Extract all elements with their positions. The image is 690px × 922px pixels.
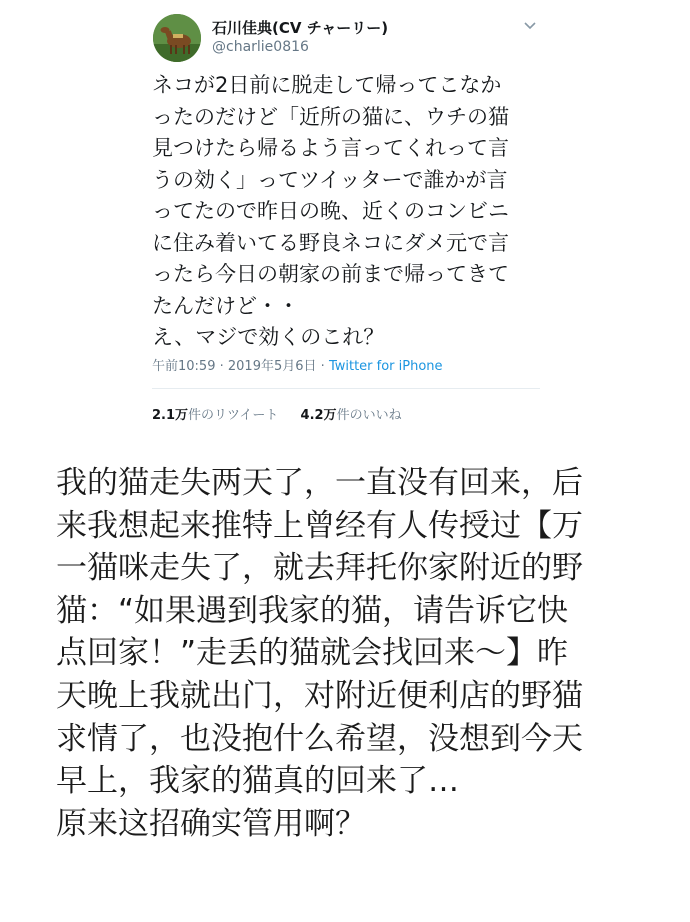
tweet-text-line: ったのだけど「近所の猫に、ウチの猫 xyxy=(152,104,509,129)
translation-text xyxy=(56,462,676,845)
tweet-source-link[interactable]: Twitter for iPhone xyxy=(328,359,443,374)
display-name[interactable]: 石川佳典(CV チャーリー) xyxy=(212,19,389,37)
tweet-date[interactable]: 2019年5月6日 xyxy=(227,359,317,374)
meta-separator: · xyxy=(219,359,224,374)
translation-line: 一猫咪走失了，就去拜托你家附近的野 xyxy=(56,550,583,587)
translation-line: 原来这招确实管用啊？ xyxy=(56,805,366,842)
tweet-time[interactable]: 午前10:59 xyxy=(152,359,216,374)
translation-line: 来我想起来推特上曾经有人传授过【万 xyxy=(56,507,583,544)
translation-line: 天晚上我就出门，对附近便利店的野猫 xyxy=(56,677,583,714)
tweet-card xyxy=(0,0,690,440)
tweet-text-line: ネコが2日前に脱走して帰ってこなか xyxy=(152,73,502,97)
like-label: 件のいいね xyxy=(336,408,402,423)
user-handle[interactable]: @charlie0816 xyxy=(212,39,309,55)
like-stat[interactable] xyxy=(301,408,402,423)
translation-line: 早上，我家的猫真的回来了… xyxy=(56,763,459,800)
translation-line: 我的猫走失两天了，一直没有回来，后 xyxy=(56,465,583,501)
translation-line: 点回家！”走丢的猫就会找回来～】昨 xyxy=(56,635,569,672)
translation-line: 求情了，也没抱什么希望，没想到今天 xyxy=(56,720,583,757)
tweet-text-line: 見つけたら帰るよう言ってくれって言 xyxy=(152,136,509,160)
horse-photo-avatar-icon xyxy=(153,14,201,62)
divider xyxy=(152,388,540,389)
tweet-text-line: え、マジで効くのこれ？ xyxy=(152,325,385,349)
retweet-label: 件のリツイート xyxy=(188,408,279,423)
tweet-text xyxy=(152,70,552,354)
tweet-text-line: ったら今日の朝家の前まで帰ってきて xyxy=(152,262,509,286)
tweet-text-line: ってたので昨日の晩、近くのコンビニ xyxy=(152,199,509,223)
translation-line: 猫：“如果遇到我家的猫，请告诉它快 xyxy=(56,592,569,629)
chevron-down-icon[interactable] xyxy=(520,16,540,36)
retweet-count: 2.1万 xyxy=(152,408,189,423)
avatar[interactable] xyxy=(153,14,201,62)
tweet-text-line: うの効く」ってツイッターで誰かが言 xyxy=(152,167,508,192)
like-count: 4.2万 xyxy=(300,408,337,423)
tweet-metadata xyxy=(152,355,443,374)
tweet-stats xyxy=(152,404,420,423)
tweet-text-line: に住み着いてる野良ネコにダメ元で言 xyxy=(152,230,509,255)
meta-separator: · xyxy=(320,359,325,374)
retweet-stat[interactable] xyxy=(152,408,278,423)
tweet-text-line: たんだけど・・ xyxy=(152,293,299,318)
